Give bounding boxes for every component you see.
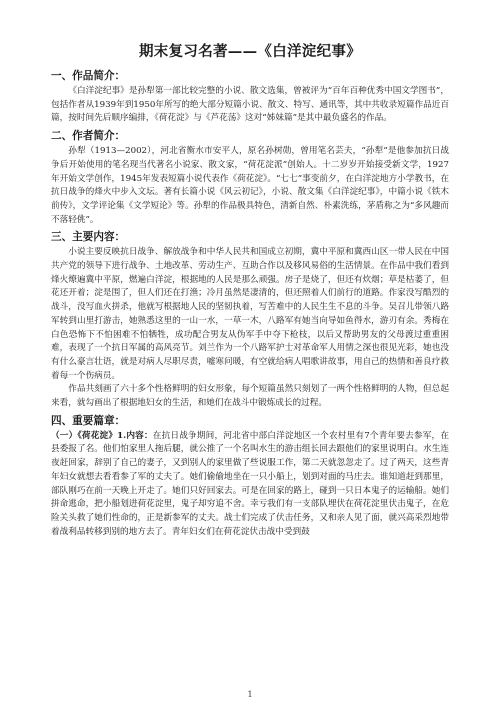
section-heading-author: 二、作者简介： — [51, 130, 126, 143]
paragraph-content-1: 小说主要反映抗日战争、解放战争和中华人民共和国成立初期，冀中平原和冀西山区一带人民在中国共产党的领导下进行战争、土地改革、劳动生产、互助合作以及移风易俗的生活情景。在作品中我们看到烽火燎遍冀中平原，燃遍白洋淀，根据地的人民是那么顽强。房子是烧了，但还有炊烟；草是枯萎了，但花还开着；淀是围了，但人们还在打渔；冷月虽然是凄清的，但还照着人们前行的道路。作家没写酷烈的战斗，没写血火拼杀，他就写根据地人民的坚韧执着，写苦难中的人民生生不息的斗争。吴召儿带领八路军转到山里打游击，她熟悉这里的一山一水，一草一木，八路军有她当向导如鱼得水，游刃有余。秀梅在白色恐怖下不怕困难不怕牺牲，成功配合男友从伪军手中夺下枪枝，以后又帮助男友的父母渡过重重困难，表现了一个抗日军属的高风亮节。刘兰作为一个八路军护士对革命军人用情之深也很见光彩，她也没有什么豪言壮语，就是对病人尽职尽责，嘘寒问暖，有空就给病人唱歌讲故事，用自己的热情和善良疗救着每一个伤病员。 — [51, 247, 449, 381]
chapter-hehuadian-text: 在抗日战争期间，河北省中部白洋淀地区一个农村里有7个青年要去参军，在县委报了名。他们怕家里人拖后腿，就公推了一个名叫水生的游击组长回去跟他们的家里说明白。水生连夜赶回家，辞别了自己的妻子，又到别人的家里做了些说服工作，第二天就忽忽走了。过了两天，这些青年妇女就想去看看参了军的丈夫了。她们偷偷地坐在一只小船上，划到对面的马庄去。谁知道赶到那里，部队刚巧在前一天晚上开走了。她们只好回家去。可是在回家的路上，碰到一只日本鬼子的运输船。她们拼命逃命，把小船划进荷花淀里，鬼子却穷追不舍。幸亏我们有一支部队埋伏在荷花淀里伏击鬼子，在危险关头救了她们性命的，正是新参军的丈夫。战士们完成了伏击任务，又和亲人见了面，就兴高采烈地带着战利品转移到别的地方去了。青年妇女们在荷花淀伏击战中受到鼓 — [51, 430, 449, 537]
section-heading-chapters: 四、重要篇章： — [51, 414, 126, 427]
paragraph-content-2: 作品共刻画了六十多个性格鲜明的妇女形象，每个短篇虽然只刻划了一两个性格鲜明的人物，但总起来看，就勾画出了根据地妇女的生活，和她们在战斗中锻炼成长的过程。 — [51, 384, 449, 409]
paragraph-author: 孙犁（1913—2002），河北省衡水市安平人，原名孙树勋，曾用笔名芸夫，“孙犁”是他参加抗日战争后开始使用的笔名现当代著名小说家、散文家，“荷花淀派”创始人。十二岁岁开始接受新文学，1927年开始文学创作，1945年发表短篇小说代表作《荷花淀》。“七七”事变前夕，在白洋淀地方小学教书，在抗日战争的烽火中步入文坛。著有长篇小说《风云初记》，小说、散文集《白洋淀纪事》，中篇小说《铁木前传》，文学评论集《文学短论》等。孙犁的作品极具特色，清新自然、朴素洗练，茅盾称之为“多风趣而不落轻佻”。 — [51, 146, 449, 225]
section-heading-content: 三、主要内容： — [51, 231, 126, 244]
chapter-hehuadian — [51, 430, 449, 540]
document-title: 期末复习名著——《白洋淀纪事》 — [139, 43, 361, 60]
page-number: 1 — [247, 690, 253, 699]
chapter-hehuadian-label: （一）《荷花淀》1.内容： — [51, 430, 153, 441]
section-heading-intro: 一、作品简介： — [51, 70, 126, 82]
paragraph-intro: 《白洋淀纪事》是孙犁第一部比较完整的小说、散文选集，曾被评为“百年百种优秀中国文学图书”，包括作者从1939年到1950年所写的绝大部分短篇小说、散文、特写、通讯等，其中共收录短篇作品近百篇，按时间先后顺序编排，《荷花淀》与《芦花荡》这对“姊妹篇”是其中最负盛名的作品。 — [51, 86, 449, 124]
